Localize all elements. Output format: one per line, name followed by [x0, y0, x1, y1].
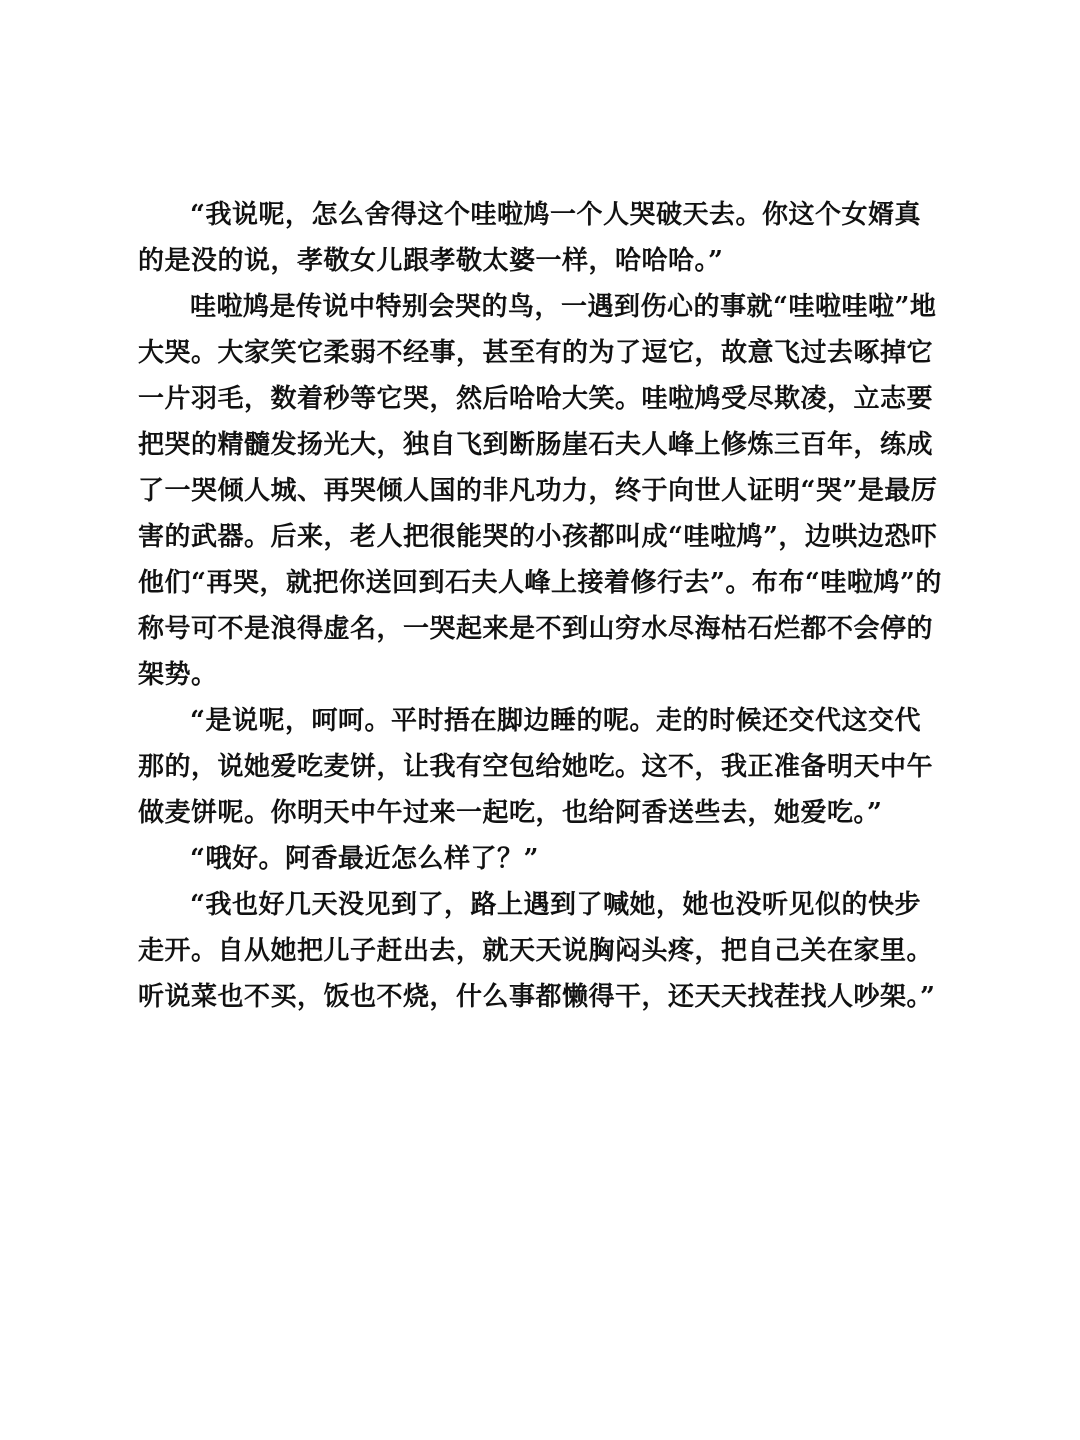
paragraph-3-line-1: “是说呢，呵呵。平时捂在脚边睡的呢。走的时候还交代这交代	[190, 706, 921, 736]
paragraph-5-line-1: “我也好几天没见到了，路上遇到了喊她，她也没听见似的快步	[190, 890, 921, 920]
paragraph-2-line-9: 架势。	[138, 660, 218, 690]
paragraph-2-line-4: 把哭的精髓发扬光大，独自飞到断肠崖石夫人峰上修炼三百年，练成	[138, 430, 934, 460]
paragraph-2-line-2: 大哭。大家笑它柔弱不经事，甚至有的为了逗它，故意飞过去啄掉它	[138, 338, 934, 368]
paragraph-4-line-1: “哦好。阿香最近怎么样了？”	[190, 844, 539, 874]
body-text	[138, 192, 954, 1020]
paragraph-2-line-3: 一片羽毛，数着秒等它哭，然后哈哈大笑。哇啦鸠受尽欺凌，立志要	[138, 384, 934, 414]
paragraph-2-line-8: 称号可不是浪得虚名，一哭起来是不到山穷水尽海枯石烂都不会停的	[138, 614, 934, 644]
paragraph-2-line-5: 了一哭倾人城、再哭倾人国的非凡功力，终于向世人证明“哭”是最厉	[138, 476, 938, 506]
paragraph-5-line-2: 走开。自从她把儿子赶出去，就天天说胸闷头疼，把自己关在家里。	[138, 936, 934, 966]
paragraph-5-line-3: 听说菜也不买，饭也不烧，什么事都懒得干，还天天找茬找人吵架。”	[138, 982, 936, 1012]
paragraph-1-line-1: “我说呢，怎么舍得这个哇啦鸠一个人哭破天去。你这个女婿真	[190, 200, 921, 230]
paragraph-2-line-1: 哇啦鸠是传说中特别会哭的鸟，一遇到伤心的事就“哇啦哇啦”地	[190, 292, 937, 322]
paragraph-3-line-3: 做麦饼呢。你明天中午过来一起吃，也给阿香送些去，她爱吃。”	[138, 798, 883, 828]
paragraph-3-line-2: 那的，说她爱吃麦饼，让我有空包给她吃。这不，我正准备明天中午	[138, 752, 934, 782]
paragraph-1-line-2: 的是没的说，孝敬女儿跟孝敬太婆一样，哈哈哈。”	[138, 246, 724, 276]
paragraph-2-line-7: 他们“再哭，就把你送回到石夫人峰上接着修行去”。布布“哇啦鸠”的	[138, 568, 942, 598]
paragraph-2-line-6: 害的武器。后来，老人把很能哭的小孩都叫成“哇啦鸠”，边哄边恐吓	[138, 522, 938, 552]
